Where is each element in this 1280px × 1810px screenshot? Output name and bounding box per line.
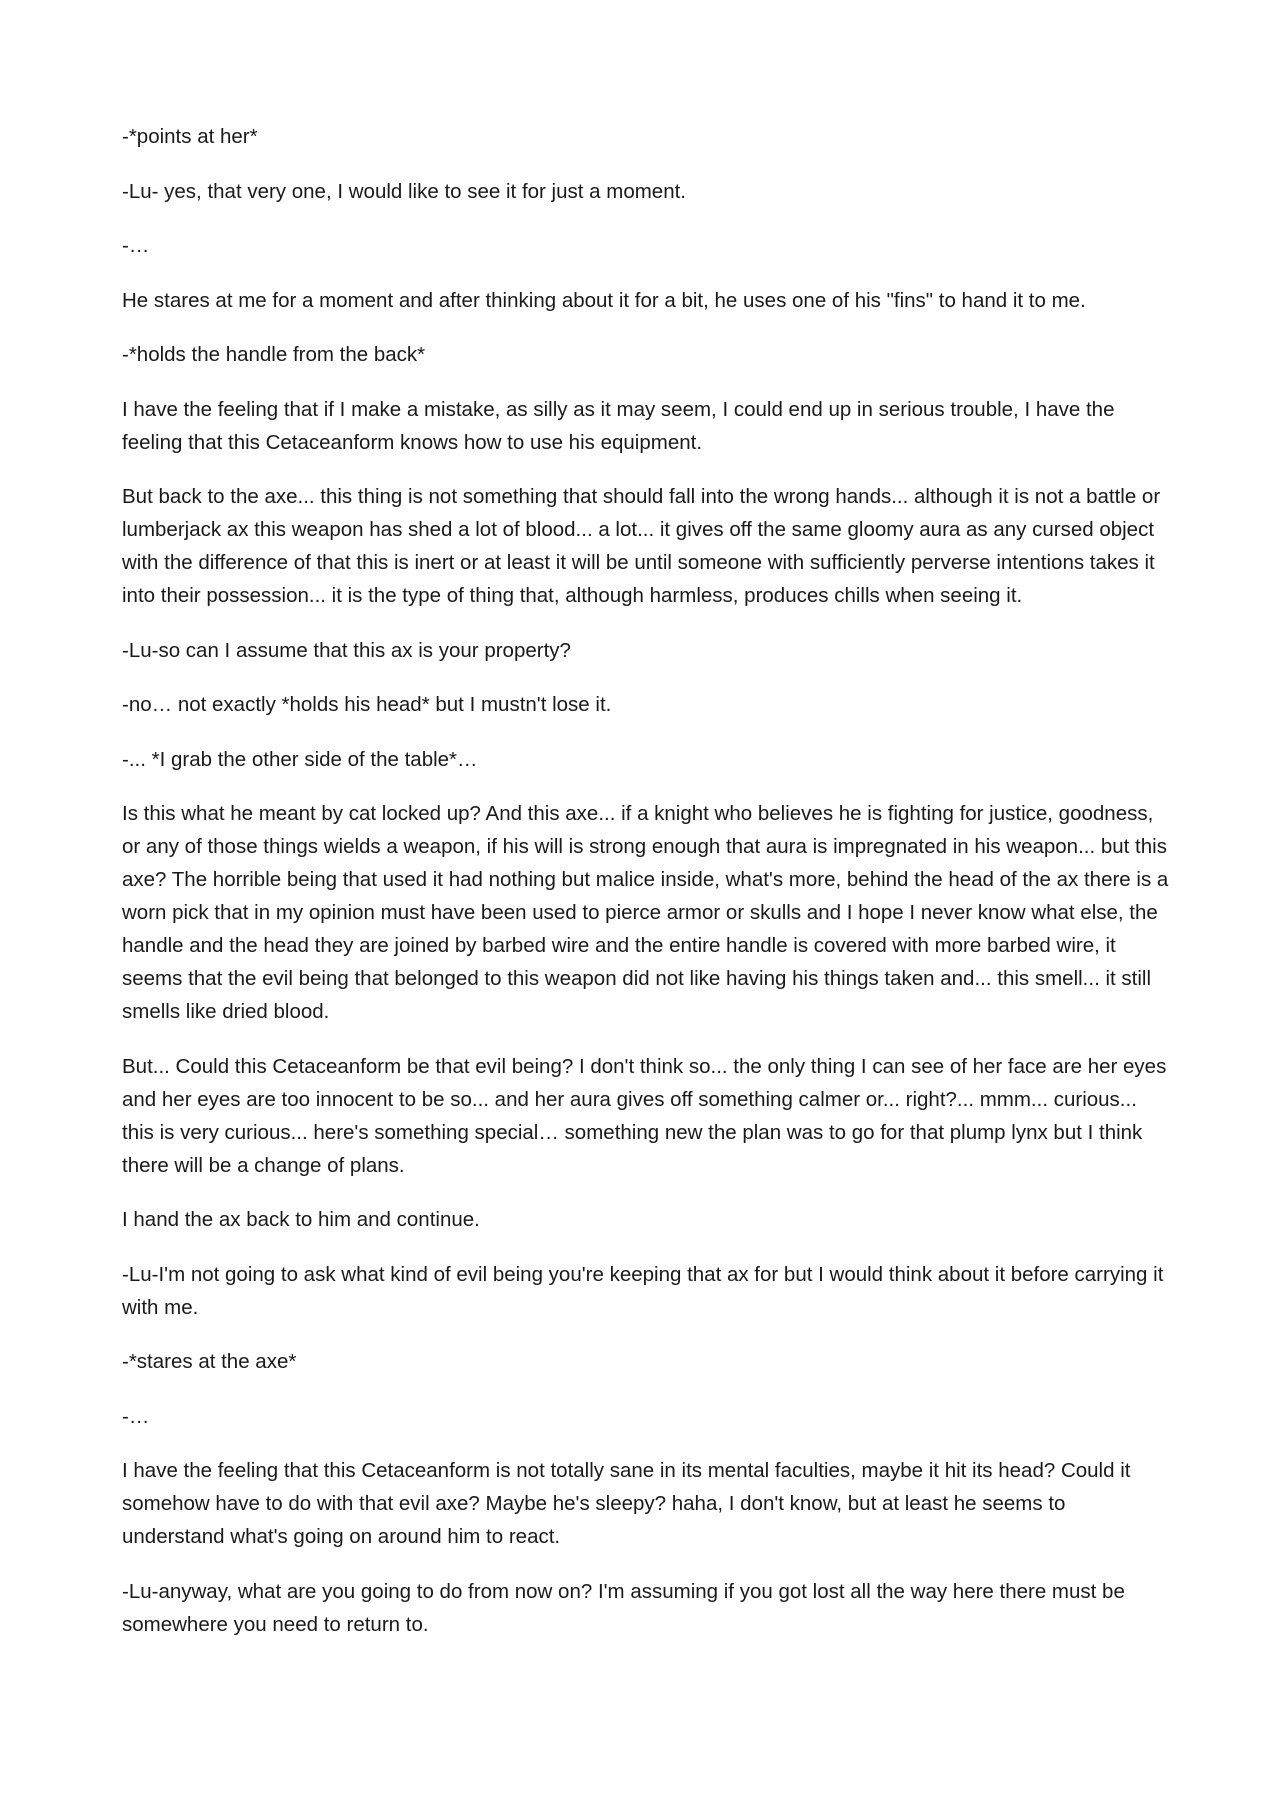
paragraph: Is this what he meant by cat locked up? And this axe... if a knight who believes he is fighting for justice, goodness, or any of those things wields a weapon, if his will is strong enough that aura is impregnated in his weapon... but this axe? The horrible being that used it had nothing but malice inside, what's more, behind the head of the ax there is a worn pick that in my opinion must have been used to pierce armor or skulls and I hope I never know what else, the handle and the head they are joined by barbed wire and the entire handle is covered with more barbed wire, it seems that the evil being that belonged to this weapon did not like having his things taken and... this smell... it still smells like dried blood. [122, 802, 1169, 1023]
paragraph: I have the feeling that if I make a mistake, as silly as it may seem, I could end up in serious trouble, I have the feeling that this Cetaceanform knows how to use his equipment. [122, 397, 1115, 454]
paragraph: But back to the axe... this thing is not something that should fall into the wrong hands... although it is not a battle or lumberjack ax this weapon has shed a lot of blood... a lot... it gives off the same gloomy aura as any cursed object with the difference of that this is inert or at least it will be until someone with sufficiently perverse intentions takes it into their possession... it is the type of thing that, although harmless, produces chills when seeing it. [122, 485, 1161, 607]
paragraph: -Lu-so can I assume that this ax is your property? [122, 638, 571, 662]
paragraph: He stares at me for a moment and after thinking about it for a bit, he uses one of his "fins" to hand it to me. [122, 288, 1086, 312]
paragraph: -… [122, 234, 150, 257]
paragraph: -Lu-I'm not going to ask what kind of evil being you're keeping that ax for but I would think about it before carrying it with me. [122, 1262, 1164, 1319]
paragraph: I have the feeling that this Cetaceanform is not totally sane in its mental faculties, maybe it hit its head? Could it somehow have to do with that evil axe? Maybe he's sleepy? haha, I don't know, but at least he seems to understand what's going on around him to react. [122, 1459, 1131, 1548]
paragraph: -Lu-anyway, what are you going to do from now on? I'm assuming if you got lost all the way here there must be somewhere you need to return to. [122, 1579, 1125, 1636]
paragraph: -no… not exactly *holds his head* but I mustn't lose it. [122, 693, 612, 716]
document-body [122, 120, 1172, 1662]
paragraph: -… [122, 1404, 150, 1428]
paragraph: But... Could this Cetaceanform be that evil being? I don't think so... the only thing I can see of her face are her eyes and her eyes are too innocent to be so... and her aura gives off something calmer or... right?... mmm... curious... this is very curious... here's something special… something new the plan was to go for that plump lynx but I think there will be a change of plans. [122, 1054, 1167, 1177]
paragraph: -*points at her* [122, 125, 258, 148]
paragraph: I hand the ax back to him and continue. [122, 1208, 480, 1231]
paragraph: -... *I grab the other side of the table*… [122, 747, 478, 771]
paragraph: -*holds the handle from the back* [122, 343, 426, 366]
paragraph: -*stares at the axe* [122, 1350, 297, 1373]
paragraph: -Lu- yes, that very one, I would like to see it for just a moment. [122, 179, 687, 203]
